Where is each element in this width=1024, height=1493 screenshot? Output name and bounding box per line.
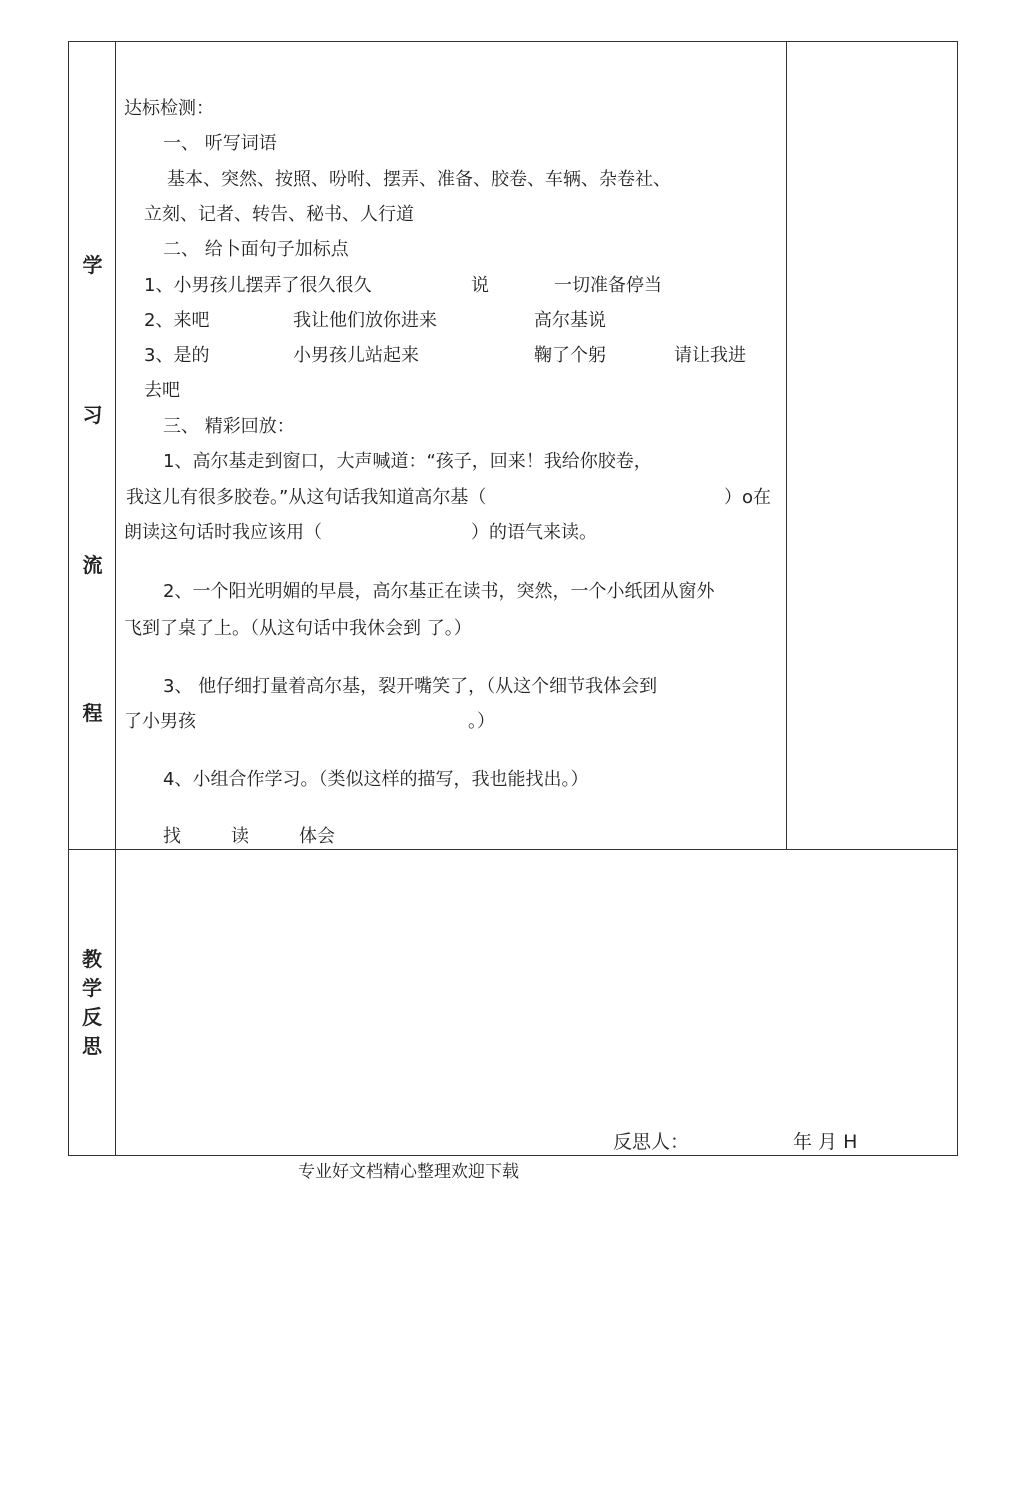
sentence2-part-c: 高尔基说 xyxy=(534,310,606,331)
sentence1-part-c: 一切准备停当 xyxy=(554,275,662,296)
label-char: 习 xyxy=(82,403,103,427)
label-char: 思 xyxy=(82,1033,102,1058)
dictation-words-line1: 基本、突然、按照、吩咐、摆弄、准备、胶卷、车辆、杂卷社、 xyxy=(167,169,671,190)
item2-line2: 飞到了桌了上。（从这句话中我休会到 了。） xyxy=(124,618,472,639)
dictation-words-line2: 立刻、记者、转告、秘书、人行道 xyxy=(144,204,414,225)
study-content-cell xyxy=(116,42,787,850)
sentence2-part-b: 我让他们放你进来 xyxy=(293,310,437,331)
item1-line3-b: ）的语气来读。 xyxy=(471,522,597,543)
label-char: 学 xyxy=(82,975,102,1000)
teaching-reflection-label-cell xyxy=(69,850,116,1156)
item4-word-read: 读 xyxy=(231,826,249,847)
sentence3-part-b: 小男孩儿站起来 xyxy=(293,345,419,366)
lesson-table xyxy=(68,41,958,1156)
sentence3-part-e: 去吧 xyxy=(144,380,180,401)
label-char: 教 xyxy=(82,946,102,971)
item4-word-experience: 体会 xyxy=(299,826,335,847)
sentence3-part-c: 鞠了个躬 xyxy=(534,345,606,366)
part3-title: 三、 精彩回放： xyxy=(163,416,295,437)
label-char: 流 xyxy=(82,553,103,577)
part1-title: 一、 听写词语 xyxy=(163,133,277,154)
study-process-label-cell xyxy=(69,42,116,850)
item4-line1: 4、小组合作学习。（类似这样的描写，我也能找出。） xyxy=(163,769,589,790)
label-char: 程 xyxy=(82,701,103,725)
teaching-reflection-content-cell xyxy=(116,850,958,1156)
item3-line1: 3、 他仔细打量着高尔基，裂开嘴笑了，（从这个细节我体会到 xyxy=(163,676,658,697)
sentence1-part-a: 1、小男孩儿摆弄了很久很久 xyxy=(144,275,372,296)
sentence3-part-d: 请让我进 xyxy=(674,345,746,366)
item1-line1: 1、高尔基走到窗口，大声喊道：“孩子，回来！我给你胶卷， xyxy=(163,451,652,472)
item2-line1: 2、一个阳光明媚的早晨，高尔基正在读书，突然，一个小纸团从窗外 xyxy=(163,581,715,602)
footer-note: 专业好文档精心整理欢迎下载 xyxy=(298,1162,519,1182)
item1-line2-a: 我这儿有很多胶卷。”从这句话我知道高尔基（ xyxy=(126,487,487,508)
item4-word-find: 找 xyxy=(163,826,181,847)
item1-line2-b: ）o在 xyxy=(724,487,772,508)
sentence3-part-a: 3、是的 xyxy=(144,345,210,366)
sentence1-part-b: 说 xyxy=(471,275,489,296)
reflector-label: 反思人： xyxy=(613,1131,690,1153)
item3-line2-a: 了小男孩 xyxy=(124,711,196,732)
item1-line3-a: 朗读这句话时我应该用（ xyxy=(124,522,322,543)
date-label: 年 月 H xyxy=(793,1131,858,1153)
study-notes-cell xyxy=(787,42,958,850)
label-char: 学 xyxy=(82,253,103,277)
part2-title: 二、 给卜面句子加标点 xyxy=(163,239,349,260)
item3-line2-b: 。） xyxy=(468,711,495,732)
label-char: 反 xyxy=(82,1004,102,1029)
section-heading: 达标检测： xyxy=(124,98,214,119)
sentence2-part-a: 2、来吧 xyxy=(144,310,210,331)
